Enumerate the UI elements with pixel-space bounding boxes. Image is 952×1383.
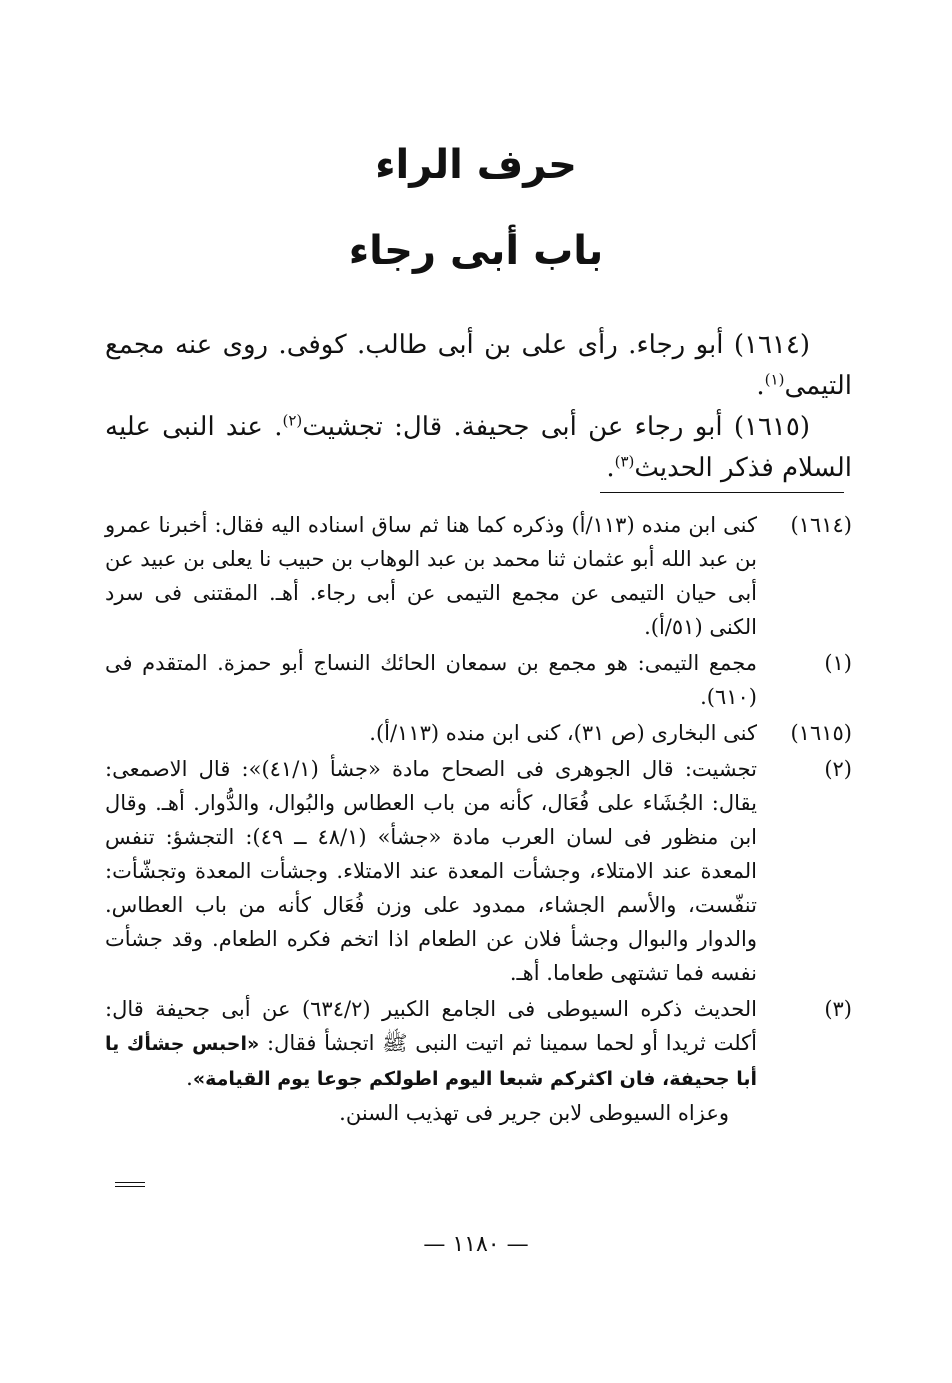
footnote-1614	[105, 508, 852, 644]
end-rule	[115, 1182, 145, 1190]
hadith-quote: «احبس جشأك يا أبا جحيفة، فان اكثركم شبعا اليوم اطولكم جوعا يوم القيامة»	[105, 1033, 757, 1090]
footnotes	[105, 508, 852, 1132]
chapter-heading: حرف الراء	[375, 142, 577, 188]
footnote-ref-1: (١)	[764, 370, 785, 389]
footnote-ref-3: (٣)	[614, 452, 635, 471]
footnote-ref-2: (٢)	[282, 411, 303, 430]
footnote-text: تجشيت: قال الجوهرى فى الصحاح مادة «جشأ (٤١/١)»: قال الاصمعى: يقال: الجُشَاء على فُعَال، كأنه من باب العطاس والبُوال، والدُّوار. أهـ. وقال ابن منظور فى لسان العرب مادة «جشأ» (٤٨/١ ــ ٤٩): التجشؤ: تنفس المعدة عند الامتلاء، وجشأت المعدة عند الامتلاء. وجشأت المعدة وتجشّأت: تنفّست، والأسم الجشاء، ممدود على وزن فُعَال كأنه من باب العطاس. والدوار والبوال وجشأ فلان عن الطعام اذا اتخم فكره الطعام. وقد جشأت نفسه فما تشتهى طعاما. أهـ.	[105, 757, 758, 985]
footnote-separator	[600, 492, 844, 493]
page-number: — ١١٨٠ —	[423, 1232, 529, 1257]
footnote-3	[105, 992, 852, 1130]
footnote-1615	[105, 716, 852, 750]
section-heading: باب أبى رجاء	[348, 228, 604, 274]
entry-1614: (١٦١٤) أبو رجاء. رأى على بن أبى طالب. كوفى. روى عنه مجمع التيمى$^{(١)}$.	[105, 330, 852, 401]
footnote-number: (١)	[824, 651, 852, 675]
footnote-number: (١٦١٥)	[790, 721, 852, 745]
footnote-text: الحديث ذكره السيوطى فى الجامع الكبير (٦٣٤/٢) عن أبى جحيفة قال: أكلت ثريدا أو لحما سمينا ثم اتيت النبى ﷺ اتجشأ فقال: «احبس جشأك يا أبا جحيفة، فان اكثركم شبعا اليوم اطولكم جوعا يوم القيامة». وعزاه السيوطى لابن جرير فى تهذيب السنن.	[105, 992, 757, 1130]
footnote-text: مجمع التيمى: هو مجمع بن سمعان الحائك النساج أبو حمزة. المتقدم فى (٦١٠).	[105, 651, 757, 709]
footnote-1	[105, 646, 852, 714]
entry-1615: (١٦١٥) أبو رجاء عن أبى جحيفة. قال: تجشيت$^{(٢)}$. عند النبى عليه السلام فذكر الحديث$^{(٣)}$.	[105, 411, 852, 483]
footnote-number: (٢)	[824, 757, 852, 781]
footnote-number: (١٦١٤)	[790, 513, 852, 537]
footnote-2	[105, 752, 852, 990]
footnote-text: كنى البخارى (ص ٣١)، كنى ابن منده (١١٣/أ).	[369, 721, 757, 745]
footnote-number: (٣)	[824, 997, 852, 1021]
main-text	[105, 325, 852, 489]
footnote-text: كنى ابن منده (١١٣/أ) وذكره كما هنا ثم ساق اسناده اليه فقال: أخبرنا عمرو بن عبد الله أبو عثمان ثنا محمد بن عبد الوهاب بن حبيب نا يعلى بن عبيد عن أبى حيان التيمى عن مجمع التيمى عن أبى رجاء. أهـ. المقتنى فى سرد الكنى (٥١/أ).	[105, 513, 757, 639]
footnote-continuation: وعزاه السيوطى لابن جرير فى تهذيب السنن.	[339, 1101, 729, 1125]
